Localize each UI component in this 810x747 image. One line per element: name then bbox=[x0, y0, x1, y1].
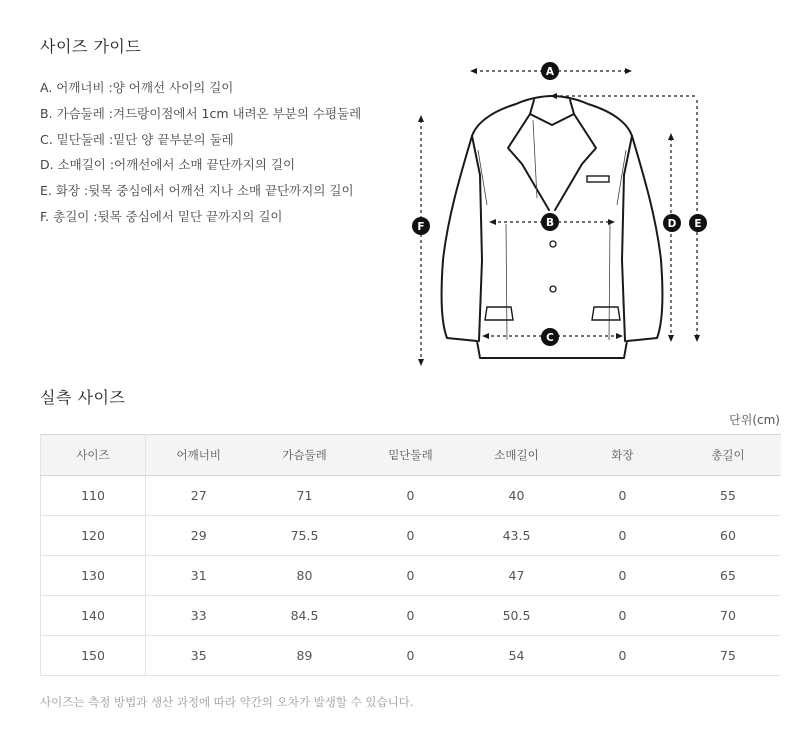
table-cell: 27 bbox=[146, 476, 252, 516]
table-cell: 89 bbox=[252, 636, 358, 676]
svg-text:D: D bbox=[667, 218, 677, 230]
svg-text:F: F bbox=[417, 221, 425, 233]
table-row bbox=[41, 636, 781, 676]
unit-label: 단위(cm) bbox=[729, 413, 780, 427]
header-length: 총길이 bbox=[676, 435, 781, 476]
size-cell: 130 bbox=[41, 556, 146, 596]
left-pocket bbox=[485, 307, 513, 320]
table-cell: 33 bbox=[146, 596, 252, 636]
table-header-row bbox=[41, 435, 781, 476]
table-cell: 0 bbox=[570, 596, 676, 636]
size-table bbox=[40, 434, 781, 676]
table-cell: 40 bbox=[464, 476, 570, 516]
size-cell: 140 bbox=[41, 596, 146, 636]
marker-f bbox=[412, 217, 430, 235]
table-cell: 0 bbox=[358, 556, 464, 596]
guide-item-d: D. 소매길이 :어깨선에서 소매 끝단까지의 길이 bbox=[40, 157, 296, 173]
table-cell: 80 bbox=[252, 556, 358, 596]
header-hem: 밑단둘레 bbox=[358, 435, 464, 476]
table-cell: 0 bbox=[358, 636, 464, 676]
table-cell: 75.5 bbox=[252, 516, 358, 556]
table-row bbox=[41, 596, 781, 636]
table-row bbox=[41, 556, 781, 596]
header-shoulder: 어깨너비 bbox=[146, 435, 252, 476]
jacket-diagram bbox=[400, 55, 730, 375]
guide-title: 사이즈 가이드 bbox=[40, 37, 142, 56]
table-cell: 43.5 bbox=[464, 516, 570, 556]
guide-item-c: C. 밑단둘레 :밑단 양 끝부분의 둘레 bbox=[40, 131, 234, 147]
table-cell: 70 bbox=[676, 596, 781, 636]
marker-e bbox=[689, 214, 707, 232]
table-cell: 75 bbox=[676, 636, 781, 676]
guide-list bbox=[40, 80, 361, 235]
table-cell: 65 bbox=[676, 556, 781, 596]
table-cell: 31 bbox=[146, 556, 252, 596]
table-cell: 35 bbox=[146, 636, 252, 676]
guide-item-a: A. 어깨너비 :양 어깨선 사이의 길이 bbox=[40, 80, 234, 95]
svg-text:B: B bbox=[545, 217, 555, 229]
table-cell: 50.5 bbox=[464, 596, 570, 636]
chest-pocket bbox=[587, 176, 609, 182]
size-cell: 150 bbox=[41, 636, 146, 676]
guide-item-b: B. 가슴둘레 :겨드랑이점에서 1cm 내려온 부분의 수평둘레 bbox=[40, 105, 362, 121]
table-cell: 0 bbox=[358, 516, 464, 556]
svg-text:C: C bbox=[546, 332, 554, 344]
size-cell: 110 bbox=[41, 476, 146, 516]
marker-c bbox=[541, 328, 559, 346]
guide-item-f: F. 총길이 :뒷목 중심에서 밑단 끝까지의 길이 bbox=[40, 208, 283, 224]
table-cell: 60 bbox=[676, 516, 781, 556]
measurement-title: 실측 사이즈 bbox=[40, 388, 126, 407]
svg-text:E: E bbox=[694, 218, 702, 230]
table-cell: 47 bbox=[464, 556, 570, 596]
table-cell: 0 bbox=[570, 476, 676, 516]
header-sleeve-total: 화장 bbox=[570, 435, 676, 476]
table-cell: 0 bbox=[570, 516, 676, 556]
svg-text:A: A bbox=[545, 66, 555, 78]
guide-item-e: E. 화장 :뒷목 중심에서 어깨선 지나 소매 끝단까지의 길이 bbox=[40, 183, 354, 199]
marker-b bbox=[541, 213, 559, 231]
table-cell: 0 bbox=[358, 596, 464, 636]
table-cell: 0 bbox=[570, 556, 676, 596]
table-cell: 0 bbox=[358, 476, 464, 516]
size-cell: 120 bbox=[41, 516, 146, 556]
table-cell: 29 bbox=[146, 516, 252, 556]
header-chest: 가슴둘레 bbox=[252, 435, 358, 476]
right-pocket bbox=[592, 307, 620, 320]
table-cell: 84.5 bbox=[252, 596, 358, 636]
table-cell: 0 bbox=[570, 636, 676, 676]
header-size: 사이즈 bbox=[41, 435, 146, 476]
table-cell: 54 bbox=[464, 636, 570, 676]
table-cell: 71 bbox=[252, 476, 358, 516]
table-row bbox=[41, 516, 781, 556]
table-cell: 55 bbox=[676, 476, 781, 516]
button-2 bbox=[550, 286, 556, 292]
footnote: 사이즈는 측정 방법과 생산 과정에 따라 약간의 오차가 발생할 수 있습니다. bbox=[40, 695, 414, 709]
button-1 bbox=[550, 241, 556, 247]
marker-a bbox=[541, 62, 559, 80]
marker-d bbox=[663, 214, 681, 232]
header-sleeve: 소매길이 bbox=[464, 435, 570, 476]
table-row bbox=[41, 476, 781, 516]
